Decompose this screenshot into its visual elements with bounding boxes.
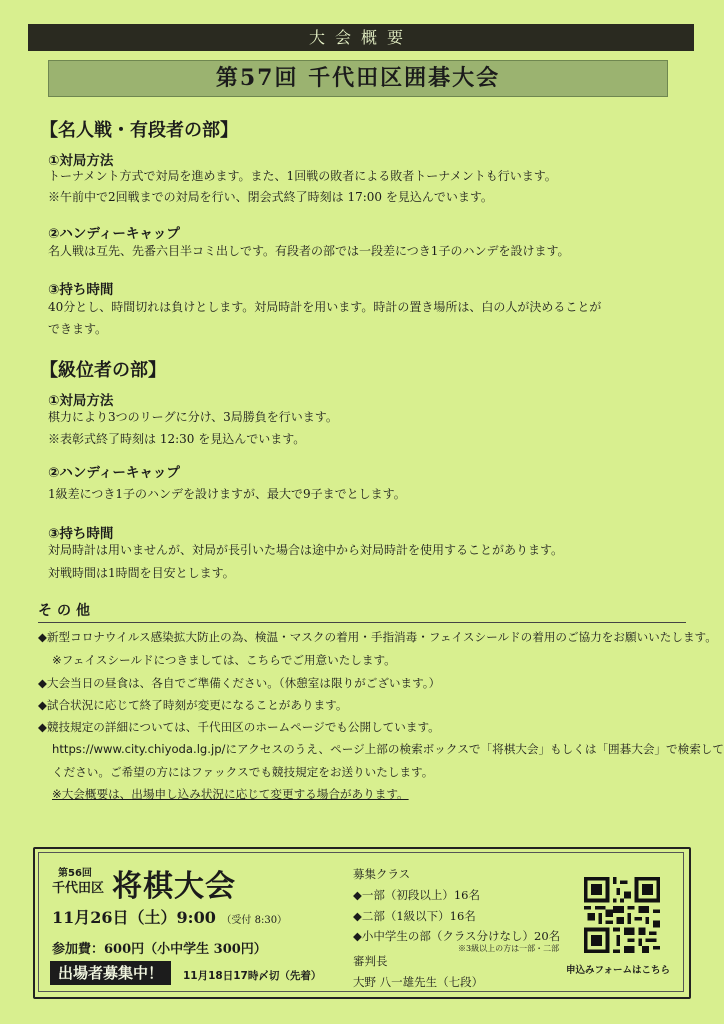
meijin-method-line-1: トーナメント方式で対局を進めます。また、1回戦の敗者による敗者トーナメントも行います。: [48, 169, 557, 183]
meijin-time-line-1: 40分とし、時間切れは負けとします。対局時計を用います。時計の置き場所は、白の人が決めることが: [48, 300, 602, 314]
meijin-heading: 【名人戦・有段者の部】: [40, 120, 238, 141]
shogi-deadline: 11月18日17時〆切（先着）: [183, 970, 322, 982]
note-lunch: ◆大会当日の昼食は、各自でご準備ください。（休憩室は限りがございます。）: [38, 676, 441, 690]
note-face-shield: ※フェイスシールドにつきましては、こちらでご用意いたします。: [52, 653, 396, 667]
note-covid: ◆新型コロナウイルス感染拡大防止の為、検温・マスクの着用・手指消毒・フェイスシールドの着用のご協力をお願いいたします。: [38, 630, 717, 644]
other-heading: その他: [38, 603, 95, 619]
shogi-title: 将棋大会: [112, 869, 236, 904]
shogi-fee: 参加費：600円（小中学生 300円）: [52, 942, 267, 957]
kyui-time-line-2: 対戦時間は1時間を目安とします。: [48, 566, 235, 580]
kyui-method-line-2: ※表彰式終了時刻は 12:30 を見込んでいます。: [48, 432, 306, 446]
shogi-ward: 千代田区: [52, 881, 105, 896]
shogi-date: 11月26日（土）9:00: [52, 908, 216, 927]
class-note: ※3級以上の方は一部・二部: [458, 944, 560, 953]
qr-code-icon[interactable]: [582, 877, 662, 953]
kyui-time-title: ③持ち時間: [48, 526, 114, 542]
note-fax-line: ください。ご希望の方にはファックスでも競技規定をお送りいたします。: [52, 765, 434, 779]
judge-label: 審判長: [353, 954, 388, 968]
meijin-time-line-2: できます。: [48, 322, 108, 336]
meijin-method-line-2: ※午前中で2回戦までの対局を行い、閉会式終了時刻は 17:00 を見込んでいます。: [48, 190, 493, 204]
kyui-method-title: ①対局方法: [48, 393, 114, 409]
meijin-time-title: ③持ち時間: [48, 282, 114, 298]
judge-name: 大野 八一雄先生（七段）: [353, 975, 484, 989]
kyui-method-line-1: 棋力により3つのリーグに分け、3局勝負を行います。: [48, 410, 338, 424]
class-item-3: ◆小中学生の部（クラス分けなし）20名: [353, 929, 561, 943]
divider: [38, 622, 686, 623]
note-change-warning: ※大会概要は、出場申し込み状況に応じて変更する場合があります。: [52, 787, 409, 801]
meijin-method-title: ①対局方法: [48, 153, 114, 169]
shogi-reception: （受付 8:30）: [221, 915, 288, 926]
qr-caption: 申込みフォームはこちら: [566, 965, 671, 976]
kyui-handicap-title: ②ハンディーキャップ: [48, 465, 180, 481]
class-item-2: ◆二部（1級以下）16名: [353, 909, 476, 923]
classes-label: 募集クラス: [353, 867, 411, 881]
recruiting-badge: 出場者募集中！: [50, 961, 171, 985]
shogi-date-line: [52, 905, 287, 928]
kyui-handicap-line-1: 1級差につき1子のハンデを設けますが、最大で9子までとします。: [48, 487, 406, 501]
note-url-line[interactable]: https://www.city.chiyoda.lg.jp/にアクセスのうえ、ページ上部の検索ボックスで「将棋大会」もしくは「囲碁大会」で検索して: [52, 742, 724, 756]
meijin-handicap-title: ②ハンディーキャップ: [48, 226, 180, 242]
meijin-handicap-line-1: 名人戦は互先、先番六目半コミ出しです。有段者の部では一段差につき1子のハンデを設けます。: [48, 244, 570, 258]
note-end-time: ◆試合状況に応じて終了時刻が変更になることがあります。: [38, 698, 348, 712]
overview-header-bar: 大会概要: [28, 24, 694, 51]
kyui-time-line-1: 対局時計は用いませんが、対局が長引いた場合は途中から対局時計を使用することがあります。: [48, 543, 564, 557]
tournament-title: 第57回 千代田区囲碁大会: [48, 60, 668, 97]
shogi-edition: 第56回: [58, 868, 92, 879]
class-item-1: ◆一部（初段以上）16名: [353, 888, 480, 902]
kyui-heading: 【級位者の部】: [40, 360, 166, 381]
note-rules: ◆競技規定の詳細については、千代田区のホームページでも公開しています。: [38, 720, 440, 734]
